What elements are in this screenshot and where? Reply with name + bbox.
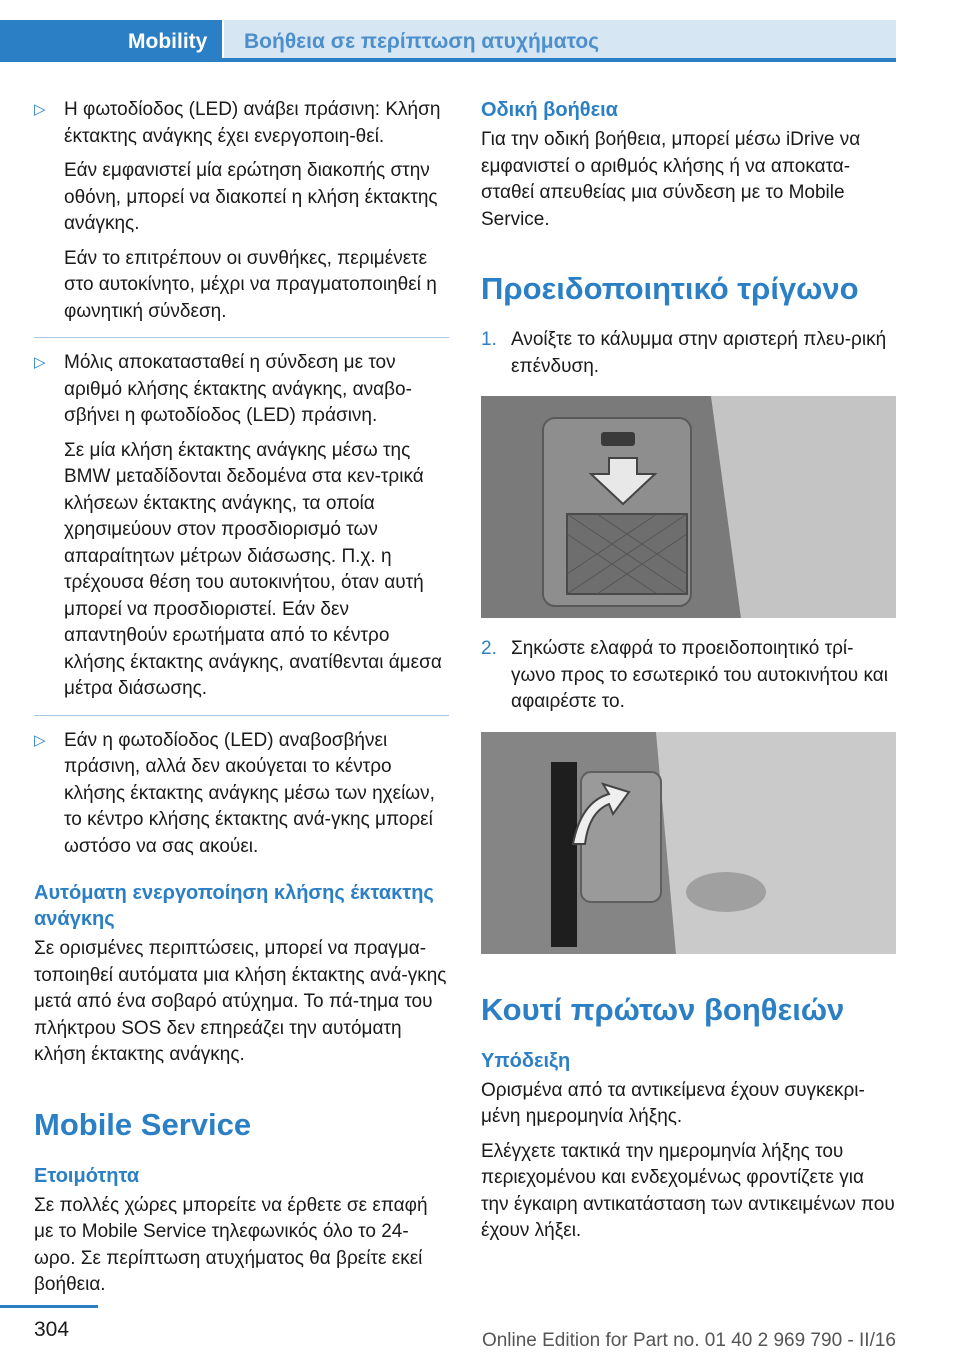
page-number: 304 — [34, 1318, 70, 1341]
bullet-arrow-icon: ▷ — [34, 731, 46, 749]
divider — [34, 337, 449, 338]
header-chapter-tab: Βοήθεια σε περίπτωση ατυχήματος — [222, 20, 896, 62]
bullet-item — [34, 728, 449, 861]
note-heading: Υπόδειξη — [481, 1049, 571, 1072]
bullet-paragraph: Η φωτοδίοδος (LED) ανάβει πράσινη: Κλήση έκτακτης ανάγκης έχει ενεργοποιη-θεί. — [64, 99, 441, 147]
warning-triangle-title: Προειδοποιητικό τρίγωνο — [481, 271, 859, 306]
left-column — [34, 97, 449, 1307]
note-text: Ελέγχετε τακτικά την ημερομηνία λήξης του περιεχομένου και ενδεχομένως φροντίζετε για την έγκαιρη αντικατάσταση των αντικειμένων που έχουν λήξει. — [481, 1140, 895, 1241]
bullet-item — [34, 350, 449, 703]
bullet-paragraph: Μόλις αποκατασταθεί η σύνδεση με τον αριθμό κλήσης έκτακτης ανάγκης, αναβο-σβήνει η φωτοδίοδος (LED) πράσινη. — [64, 352, 412, 426]
readiness-heading: Ετοιμότητα — [34, 1164, 140, 1187]
mobile-service-title: Mobile Service — [34, 1106, 252, 1142]
bullet-arrow-icon: ▷ — [34, 354, 46, 371]
first-aid-title: Κουτί πρώτων βοηθειών — [481, 991, 845, 1027]
road-assistance-heading: Οδική βοήθεια — [481, 99, 618, 121]
step-item — [481, 327, 896, 380]
bullet-paragraph: Εάν εμφανιστεί μία ερώτηση διακοπής στην οθόνη, μπορεί να διακοπεί η κλήση έκτακτης ανάγκης. — [64, 160, 438, 234]
auto-call-heading: Αυτόματη ενεργοποίηση κλήσης έκτακτης ανάγκης — [34, 882, 434, 930]
bullet-arrow-icon: ▷ — [34, 101, 46, 118]
right-column — [481, 97, 896, 1253]
edition-text: Online Edition for Part no. 01 40 2 969 790 - II/16 — [481, 1330, 896, 1351]
step-number: 1. — [481, 329, 497, 350]
bullet-paragraph: Εάν η φωτοδίοδος (LED) αναβοσβήνει πράσινη, αλλά δεν ακούγεται το κέντρο κλήσης έκτακτης ανάγκης μέσω των ηχείων, το κέντρο κλήσης έκτακτης ανά-γκης μπορεί ωστόσο να σας ακούει. — [64, 729, 435, 857]
triangle-removal-photo — [481, 732, 896, 954]
step-text: Ανοίξτε το κάλυμμα στην αριστερή πλευ-ρική επένδυση. — [511, 329, 887, 377]
step-item — [481, 636, 896, 716]
bullet-item — [34, 97, 449, 325]
road-assistance-text: Για την οδική βοήθεια, μπορεί μέσω iDrive να εμφανιστεί ο αριθμός κλήσης ή να αποκατα-σταθεί απευθείας μια σύνδεση με το Mobile Service. — [481, 129, 861, 230]
header-rule — [0, 58, 896, 62]
bullet-paragraph: Εάν το επιτρέπουν οι συνθήκες, περιμένετε στο αυτοκίνητο, μέχρι να πραγματοποιηθεί η φωνητική σύνδεση. — [64, 247, 437, 322]
auto-call-text: Σε ορισμένες περιπτώσεις, μπορεί να πραγμα-τοποιηθεί αυτόματα μια κλήση έκτακτης ανά-γκης μετά από ένα σοβαρό ατύχημα. Το πά-τημα του πλήκτρου SOS δεν επηρεάζει την αυτόματη κλήση έκτακτης ανάγκης. — [34, 938, 447, 1065]
readiness-text: Σε πολλές χώρες μπορείτε να έρθετε σε επαφή με το Mobile Service τηλεφωνικός όλο το 24-ωρο. Σε περίπτωση ατυχήματος θα βρείτε εκεί βοήθεια. — [34, 1194, 428, 1295]
step-number: 2. — [481, 638, 497, 659]
step-text: Σηκώστε ελαφρά το προειδοποιητικό τρί-γωνο προς το εσωτερικό του αυτοκινήτου και αφαιρέστε το. — [511, 638, 888, 712]
trunk-cover-photo — [481, 396, 896, 618]
footer-rule — [0, 1305, 98, 1308]
header-section-tab: Mobility — [0, 20, 222, 62]
bullet-paragraph: Σε μία κλήση έκτακτης ανάγκης μέσω της BMW μεταδίδονται δεδομένα στα κεν-τρικά κλήσεων έκτακτης ανάγκης, τα οποία χρησιμεύουν στον προσδιορισμό των απαραίτητων μέτρων διάσωσης. Π.χ. η τρέχουσα θέση του αυτοκινήτου, όταν αυτή μπορεί να προσδιοριστεί. Εάν δεν απαντηθούν ερωτήματα από το κέντρο κλήσης έκτακτης ανάγκης, ανατίθενται άμεσα μέτρα διάσωσης. — [64, 439, 442, 699]
note-text: Ορισμένα από τα αντικείμενα έχουν συγκεκρι-μένη ημερομηνία λήξης. — [481, 1079, 865, 1127]
divider — [34, 715, 449, 716]
